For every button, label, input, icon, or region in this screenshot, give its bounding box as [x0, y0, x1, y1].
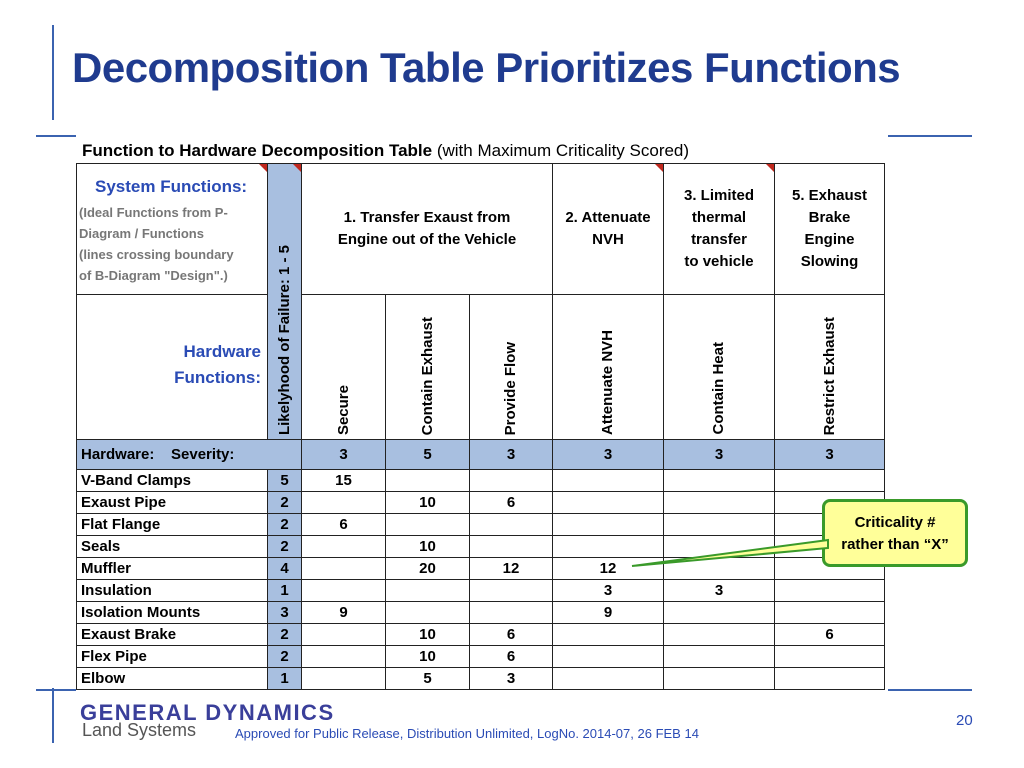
criticality-cell: 6 — [470, 624, 553, 646]
note-line: of B-Diagram "Design".) — [79, 268, 228, 283]
hardware-function-label: Contain Heat — [710, 342, 727, 435]
severity-value: 5 — [386, 440, 470, 470]
system-function-line: Slowing — [800, 253, 859, 270]
criticality-cell: 12 — [553, 558, 664, 580]
callout-arrow — [632, 540, 828, 566]
criticality-cell: 12 — [470, 558, 553, 580]
hardware-function-label: Attenuate NVH — [599, 329, 616, 435]
system-function-line: thermal — [691, 209, 747, 226]
criticality-cell: 10 — [386, 492, 470, 514]
criticality-cell: 20 — [386, 558, 470, 580]
likelihood-value: 1 — [268, 580, 302, 602]
criticality-cell: 9 — [302, 602, 386, 624]
hardware-name: Seals — [77, 536, 268, 558]
criticality-cell: 3 — [664, 580, 775, 602]
system-function-line: 1. Transfer Exaust from — [343, 209, 511, 226]
hardware-name: Insulation — [77, 580, 268, 602]
severity-value: 3 — [470, 440, 553, 470]
likelihood-value: 1 — [268, 668, 302, 690]
note-line: Diagram / Functions — [79, 226, 204, 241]
hardware-name: V-Band Clamps — [77, 470, 268, 492]
severity-value: 3 — [775, 440, 885, 470]
criticality-cell: 10 — [386, 646, 470, 668]
criticality-cell: 10 — [386, 536, 470, 558]
severity-value: 3 — [553, 440, 664, 470]
footer-release-text: Approved for Public Release, Distribution Unlimited, LogNo. 2014-07, 26 FEB 14 — [235, 726, 699, 741]
system-function-line: transfer — [691, 231, 747, 248]
hardware-name: Muffler — [77, 558, 268, 580]
criticality-cell: 6 — [302, 514, 386, 536]
criticality-cell: 6 — [470, 492, 553, 514]
hardware-function-label: Provide Flow — [502, 341, 519, 435]
criticality-cell: 5 — [386, 668, 470, 690]
likelihood-value: 5 — [268, 470, 302, 492]
system-function-line: 5. Exhaust — [791, 187, 868, 204]
hardware-name: Exaust Pipe — [77, 492, 268, 514]
hardware-function-label: Contain Exhaust — [418, 316, 436, 435]
note-line: (lines crossing boundary — [79, 247, 234, 262]
company-logo-division: Land Systems — [82, 720, 197, 740]
page-number: 20 — [956, 712, 973, 729]
system-function-line: Brake — [808, 209, 851, 226]
system-functions-label: System Functions: — [95, 177, 248, 196]
criticality-cell: 15 — [302, 470, 386, 492]
criticality-cell: 6 — [775, 624, 885, 646]
system-function-line: 2. Attenuate — [565, 209, 651, 226]
severity-value: 3 — [302, 440, 386, 470]
caption-rest: (with Maximum Criticality Scored) — [436, 141, 690, 160]
system-function-line: NVH — [592, 231, 624, 248]
likelihood-value: 2 — [268, 624, 302, 646]
caption-bold: Function to Hardware Decomposition Table — [82, 141, 433, 160]
hardware-name: Elbow — [77, 668, 268, 690]
criticality-cell: 10 — [386, 624, 470, 646]
likelihood-value: 2 — [268, 536, 302, 558]
criticality-cell: 9 — [553, 602, 664, 624]
hardware-name: Isolation Mounts — [77, 602, 268, 624]
criticality-cell: 3 — [553, 580, 664, 602]
system-function-line: Engine — [804, 231, 855, 248]
criticality-cell: 3 — [470, 668, 553, 690]
hardware-label-line: Functions: — [174, 368, 261, 387]
likelihood-value: 3 — [268, 602, 302, 624]
criticality-cell: 6 — [470, 646, 553, 668]
likelihood-value: 2 — [268, 646, 302, 668]
note-line: (Ideal Functions from P- — [79, 205, 228, 220]
likelihood-label: Likelyhood of Failure: 1 - 5 — [276, 244, 293, 435]
likelihood-value: 2 — [268, 492, 302, 514]
hardware-name: Flex Pipe — [77, 646, 268, 668]
hardware-label-line: Hardware — [183, 342, 261, 361]
hardware-function-label: Restrict Exhaust — [820, 316, 838, 435]
system-function-line: 3. Limited — [683, 187, 754, 204]
system-function-line: to vehicle — [684, 253, 754, 270]
hardware-name: Exaust Brake — [77, 624, 268, 646]
callout-line1: Criticality # — [854, 514, 936, 531]
severity-label: Hardware: Severity: — [77, 440, 302, 470]
likelihood-value: 2 — [268, 514, 302, 536]
hardware-function-label: Secure — [334, 384, 352, 435]
system-function-line: Engine out of the Vehicle — [337, 231, 517, 248]
slide-title: Decomposition Table Prioritizes Functions — [72, 44, 901, 91]
company-logo-name: GENERAL DYNAMICS — [80, 700, 335, 725]
callout-line2: rather than “X” — [841, 536, 949, 553]
hardware-name: Flat Flange — [77, 514, 268, 536]
severity-value: 3 — [664, 440, 775, 470]
likelihood-value: 4 — [268, 558, 302, 580]
